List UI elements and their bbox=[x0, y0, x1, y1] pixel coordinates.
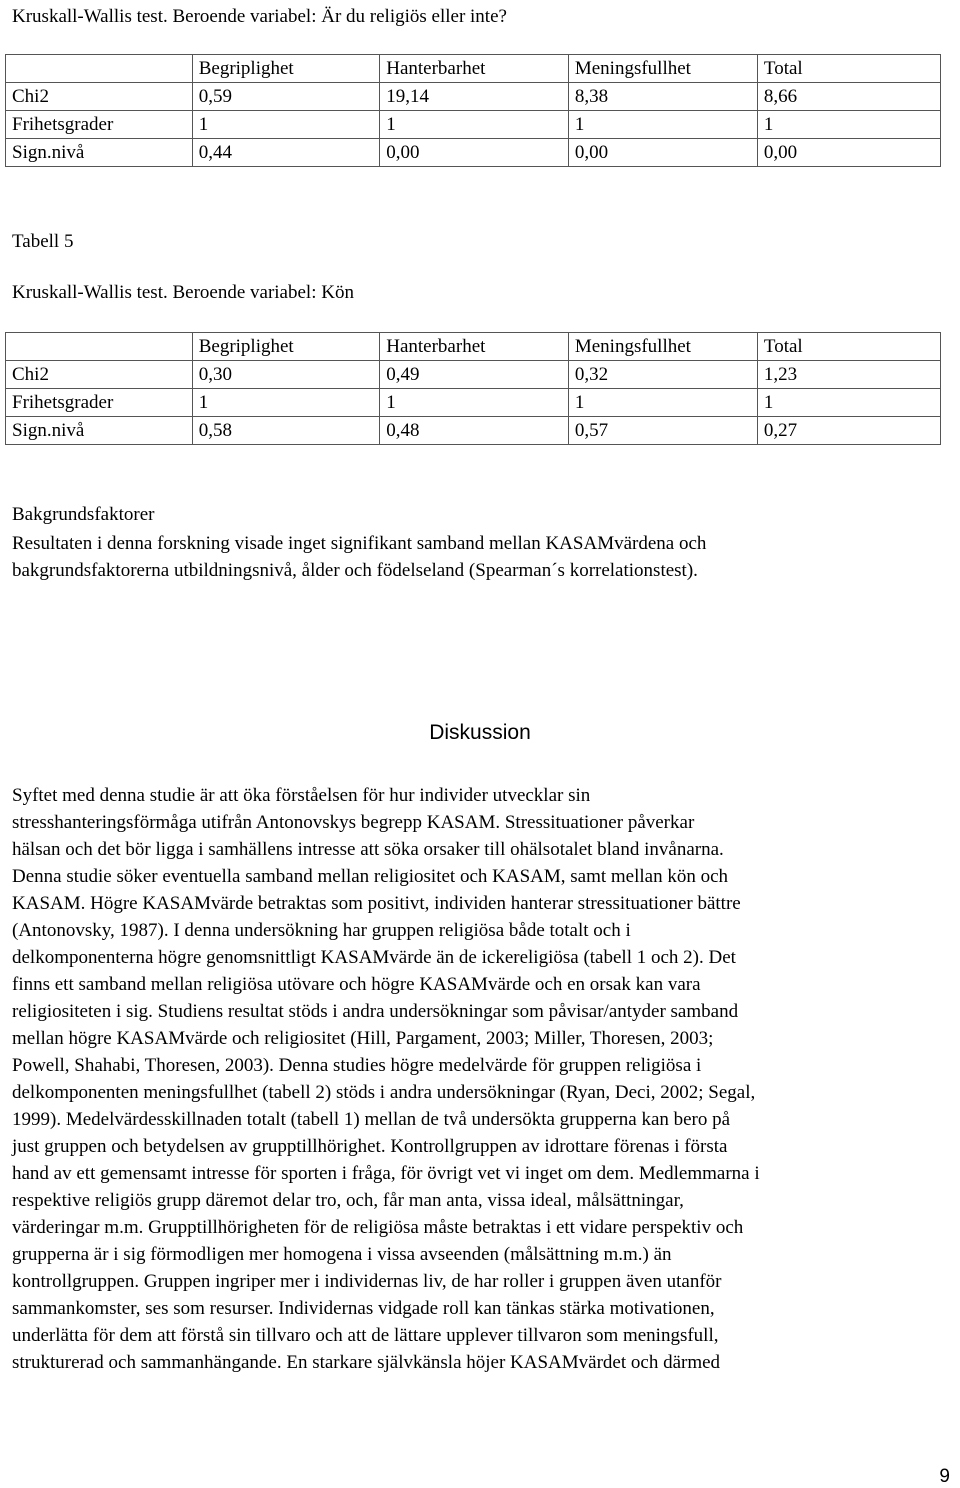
text-line: hand av ett gemensamt intresse för sporten i fråga, för övrigt vet vi inget om dem. Medlemmarna i bbox=[12, 1163, 760, 1184]
text-line: mellan högre KASAMvärde och religiositet (Hill, Pargament, 2003; Miller, Thoresen, 2003; bbox=[12, 1028, 714, 1049]
text-line: Syftet med denna studie är att öka förståelsen för hur individer utvecklar sin bbox=[12, 785, 591, 806]
text-line: (Antonovsky, 1987). I denna undersökning har gruppen religiösa både totalt och i bbox=[12, 920, 631, 941]
text-line: värderingar m.m. Grupptillhörigheten för de religiösa måste betraktas i ett vidare perspektiv och bbox=[12, 1217, 744, 1238]
table1-caption: Kruskall-Wallis test. Beroende variabel: Är du religiös eller inte? bbox=[12, 6, 507, 27]
table-cell: 0,27 bbox=[757, 417, 940, 445]
table-row bbox=[6, 139, 941, 167]
table-header-cell: Total bbox=[757, 55, 940, 83]
table-cell: 0,49 bbox=[380, 361, 569, 389]
table-cell: 0,48 bbox=[380, 417, 569, 445]
table-cell: 1 bbox=[380, 389, 569, 417]
table-cell: 0,00 bbox=[757, 139, 940, 167]
table-cell: 0,00 bbox=[380, 139, 569, 167]
discussion-paragraph bbox=[12, 782, 948, 1376]
text-line: finns ett samband mellan religiösa utövare och högre KASAMvärde och en orsak kan vara bbox=[12, 974, 701, 995]
text-line: delkomponenterna högre genomsnittligt KASAMvärde än de ickereligiösa (tabell 1 och 2). Det bbox=[12, 947, 736, 968]
table-row bbox=[6, 417, 941, 445]
table-row bbox=[6, 361, 941, 389]
text-line: Denna studie söker eventuella samband mellan religiositet och KASAM, samt mellan kön och bbox=[12, 866, 729, 887]
table-row bbox=[6, 389, 941, 417]
table-cell: 19,14 bbox=[380, 83, 569, 111]
table-cell: 1 bbox=[568, 389, 757, 417]
table-cell: 0,00 bbox=[568, 139, 757, 167]
text-line: religiositeten i sig. Studiens resultat stöds i andra undersökningar som påvisar/antyder samband bbox=[12, 1001, 739, 1022]
table-cell: 1,23 bbox=[757, 361, 940, 389]
table-cell: Chi2 bbox=[6, 83, 193, 111]
text-line: grupperna är i sig förmodligen mer homogena i vissa avseenden (målsättning m.m.) än bbox=[12, 1244, 672, 1265]
table-header-cell bbox=[6, 55, 193, 83]
table-cell: 8,38 bbox=[568, 83, 757, 111]
table-cell: 0,58 bbox=[192, 417, 380, 445]
table-header-row bbox=[6, 55, 941, 83]
table-cell: Frihetsgrader bbox=[6, 389, 193, 417]
discussion-heading: Diskussion bbox=[429, 721, 531, 744]
table-cell: 1 bbox=[380, 111, 569, 139]
table-cell: Sign.nivå bbox=[6, 139, 193, 167]
text-line: stresshanteringsförmåga utifrån Antonovskys begrepp KASAM. Stressituationer påverkar bbox=[12, 812, 695, 833]
table-cell: Frihetsgrader bbox=[6, 111, 193, 139]
background-heading: Bakgrundsfaktorer bbox=[12, 504, 155, 525]
table-cell: 0,59 bbox=[192, 83, 380, 111]
background-paragraph bbox=[12, 530, 948, 584]
text-line: kontrollgruppen. Gruppen ingriper mer i individernas liv, de har roller i gruppen även utanför bbox=[12, 1271, 722, 1292]
text-line: Powell, Shahabi, Thoresen, 2003). Denna studies högre medelvärde för gruppen religiösa i bbox=[12, 1055, 702, 1076]
table-cell: 1 bbox=[757, 111, 940, 139]
text-line: bakgrundsfaktorerna utbildningsnivå, ålder och födelseland (Spearman´s korrelationstest). bbox=[12, 560, 698, 581]
text-line: Resultaten i denna forskning visade inget signifikant samband mellan KASAMvärdena och bbox=[12, 533, 707, 554]
table-cell: 1 bbox=[568, 111, 757, 139]
text-line: respektive religiös grupp däremot delar tro, och, får man anta, vissa ideal, målsättningar, bbox=[12, 1190, 684, 1211]
text-line: delkomponenten meningsfullhet (tabell 2) stöds i andra undersökningar (Ryan, Deci, 2002; Segal, bbox=[12, 1082, 756, 1103]
table1-body bbox=[6, 55, 941, 167]
table2-caption: Kruskall-Wallis test. Beroende variabel: Kön bbox=[12, 282, 354, 303]
text-line: 1999). Medelvärdesskillnaden totalt (tabell 1) mellan de två undersökta grupperna kan bero på bbox=[12, 1109, 731, 1130]
text-line: underlätta för dem att förstå sin tillvaro och att de lättare upplever tillvaron som meningsfull, bbox=[12, 1325, 719, 1346]
table1-kruskall-wallis-religion bbox=[5, 54, 941, 167]
table-cell: 1 bbox=[192, 111, 380, 139]
table-cell: 0,32 bbox=[568, 361, 757, 389]
text-line: KASAM. Högre KASAMvärde betraktas som positivt, individen hanterar stressituationer bättre bbox=[12, 893, 741, 914]
table-cell: 1 bbox=[757, 389, 940, 417]
text-line: hälsan och det bör ligga i samhällens intresse att söka orsaker till ohälsotalet bland invånarna. bbox=[12, 839, 724, 860]
page-number: 9 bbox=[939, 1466, 950, 1487]
table-cell: Sign.nivå bbox=[6, 417, 193, 445]
table-cell: Chi2 bbox=[6, 361, 193, 389]
table-header-cell: Total bbox=[757, 333, 940, 361]
table-cell: 8,66 bbox=[757, 83, 940, 111]
text-line: just gruppen och betydelsen av grupptillhörighet. Kontrollgruppen av idrottare förenas i första bbox=[12, 1136, 728, 1157]
table2-kruskall-wallis-gender bbox=[5, 332, 941, 445]
table-header-row bbox=[6, 333, 941, 361]
table-header-cell: Hanterbarhet bbox=[380, 55, 569, 83]
table-cell: 0,44 bbox=[192, 139, 380, 167]
table2-label: Tabell 5 bbox=[12, 231, 74, 252]
table-header-cell: Begriplighet bbox=[192, 333, 380, 361]
text-line: strukturerad och sammanhängande. En starkare självkänsla höjer KASAMvärdet och därmed bbox=[12, 1352, 721, 1373]
table-header-cell: Meningsfullhet bbox=[568, 333, 757, 361]
table-cell: 0,30 bbox=[192, 361, 380, 389]
text-line: sammankomster, ses som resurser. Individernas vidgade roll kan tänkas stärka motivationen, bbox=[12, 1298, 715, 1319]
table-header-cell bbox=[6, 333, 193, 361]
table-row bbox=[6, 83, 941, 111]
table-cell: 1 bbox=[192, 389, 380, 417]
table-header-cell: Meningsfullhet bbox=[568, 55, 757, 83]
table-header-cell: Begriplighet bbox=[192, 55, 380, 83]
table2-body bbox=[6, 333, 941, 445]
table-cell: 0,57 bbox=[568, 417, 757, 445]
table-header-cell: Hanterbarhet bbox=[380, 333, 569, 361]
table-row bbox=[6, 111, 941, 139]
